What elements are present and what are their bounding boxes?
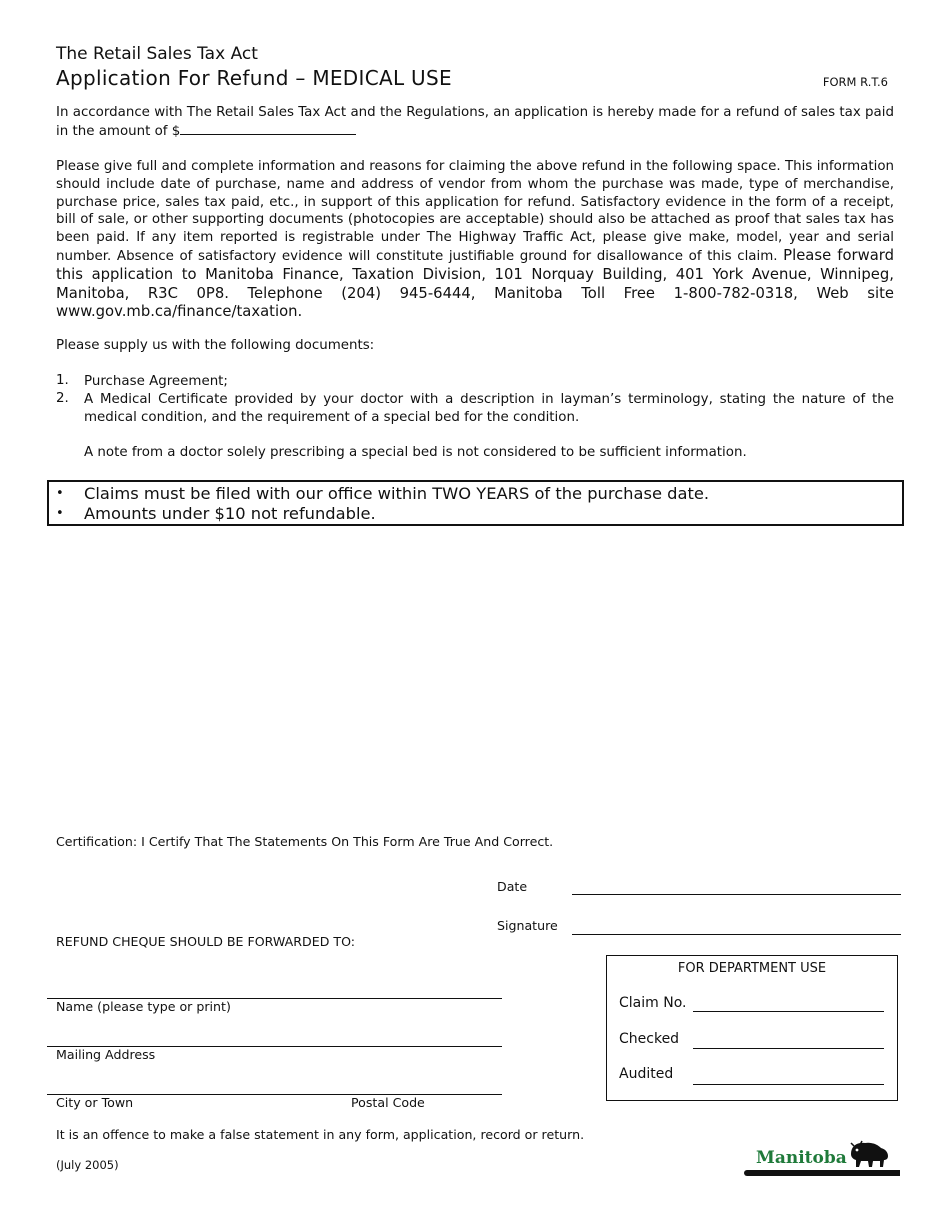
- notice-item: Claims must be filed with our office within TWO YEARS of the purchase date.: [84, 484, 710, 503]
- intro-text: In accordance with The Retail Sales Tax Act and the Regulations, an application is hereby made for a refund of sales tax paid in the amount of $: [56, 105, 894, 139]
- claim-number-field[interactable]: [693, 1011, 884, 1012]
- checked-field[interactable]: [693, 1048, 884, 1049]
- certification-text: Certification: I Certify That The Statements On This Form Are True And Correct.: [56, 834, 554, 849]
- instructions-paragraph: [56, 158, 894, 322]
- audited-label: Audited: [619, 1066, 674, 1082]
- document-item-text: Purchase Agreement;: [84, 374, 228, 389]
- audited-field[interactable]: [693, 1084, 884, 1085]
- document-item-number: 2.: [56, 391, 69, 406]
- offence-notice: It is an offence to make a false statement in any form, application, record or return.: [56, 1127, 585, 1142]
- bullet-icon: •: [56, 506, 64, 521]
- bullet-icon: •: [56, 486, 64, 501]
- name-label: Name (please type or print): [56, 999, 231, 1014]
- instructions-main: Please give full and complete information and reasons for claiming the above refund in the following space. This information should include date of purchase, name and address of vendor from whom the purchase was made, type of merchandise, purchase price, sales tax paid, etc., in support of this application for refund. Satisfactory evidence in the form of a receipt, bill of sale, or other supporting documents (photocopies are acceptable) should also be attached as proof that sales tax has been paid. If any item reported is registrable under The Highway Traffic Act, please give make, model, year and serial number. Absence of satisfactory evidence will constitute justifiable ground for disallowance of this claim.: [56, 159, 894, 264]
- checked-label: Checked: [619, 1031, 680, 1047]
- signature-label: Signature: [497, 918, 558, 933]
- form-title: Application For Refund – MEDICAL USE: [56, 66, 452, 90]
- logo-wordmark: Manitoba: [756, 1148, 847, 1168]
- department-use-title: FOR DEPARTMENT USE: [677, 961, 827, 976]
- refund-amount-field[interactable]: [180, 122, 356, 135]
- date-label: Date: [497, 879, 528, 894]
- manitoba-logo: [744, 1138, 902, 1178]
- intro-paragraph: [56, 104, 894, 141]
- instructions-contact: Please forward this application to Manitoba Finance, Taxation Division, 101 Norquay Building, 401 York Avenue, Winnipeg, Manitoba, R3C 0P8. Telephone (204) 945-6444, Manitoba Toll Free 1-800-782-0318, Web site www.gov.mb.ca/finance/taxation.: [56, 246, 894, 321]
- form-number: FORM R.T.6: [822, 75, 888, 89]
- document-item-text: A Medical Certificate provided by your doctor with a description in layman’s terminology, stating the nature of the medical condition, and the requirement of a special bed for the condition.: [84, 392, 894, 425]
- date-field[interactable]: [572, 894, 901, 895]
- claim-details-area[interactable]: [56, 535, 894, 820]
- notice-item: Amounts under $10 not refundable.: [84, 504, 376, 523]
- claim-number-label: Claim No.: [619, 995, 687, 1011]
- mailing-address-label: Mailing Address: [56, 1047, 156, 1062]
- signature-field[interactable]: [572, 934, 901, 935]
- documents-heading: Please supply us with the following documents:: [56, 338, 375, 353]
- city-label: City or Town: [56, 1095, 134, 1110]
- act-name: The Retail Sales Tax Act: [56, 44, 258, 64]
- logo-underline: [744, 1170, 900, 1176]
- department-use-box: [606, 955, 898, 1101]
- refund-heading: REFUND CHEQUE SHOULD BE FORWARDED TO:: [56, 934, 356, 949]
- form-date: (July 2005): [56, 1158, 119, 1172]
- bison-icon: [847, 1140, 891, 1170]
- postal-code-label: Postal Code: [351, 1095, 425, 1110]
- doctor-note: A note from a doctor solely prescribing a special bed is not considered to be sufficient information.: [84, 445, 747, 460]
- document-item-number: 1.: [56, 373, 69, 388]
